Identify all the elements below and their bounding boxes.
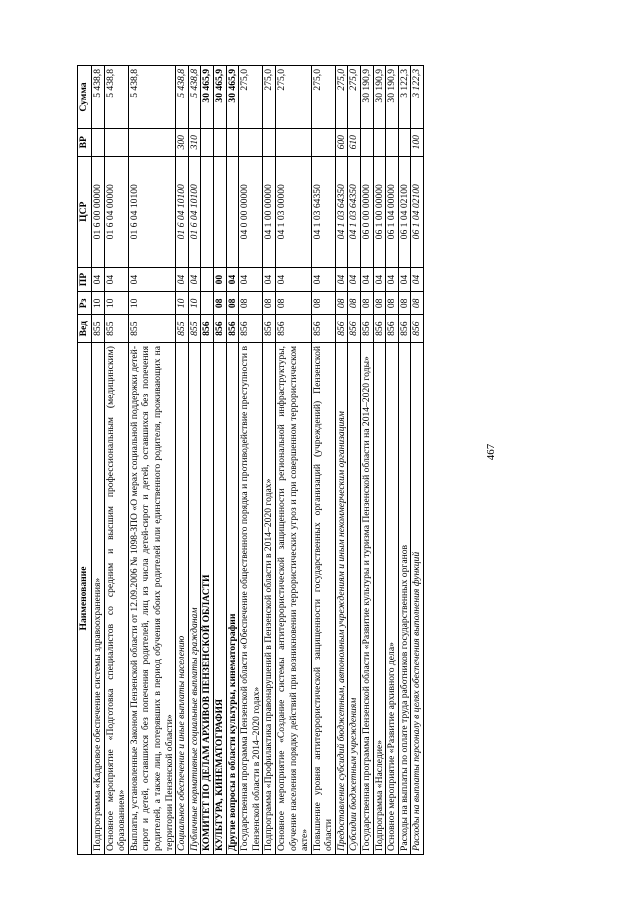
cell-csr: 04 1 03 64350 [311, 156, 335, 267]
cell-ved: 856 [239, 315, 263, 343]
cell-rz: 08 [226, 292, 239, 315]
cell-pr [201, 267, 214, 291]
cell-ved: 856 [411, 315, 424, 343]
header-csr: ЦСР [78, 156, 92, 267]
cell-rz: 08 [348, 292, 361, 315]
table-row [411, 66, 424, 855]
cell-pr: 04 [226, 267, 239, 291]
cell-sum: 275,0 [263, 66, 276, 129]
cell-name: Подпрограмма «Кадровое обеспечение системы здравоохранения» [92, 342, 105, 854]
cell-pr: 04 [263, 267, 276, 291]
cell-rz: 08 [361, 292, 374, 315]
cell-vr: 610 [348, 128, 361, 156]
cell-pr: 04 [275, 267, 311, 291]
cell-vr: 100 [411, 128, 424, 156]
table-row [104, 66, 128, 855]
cell-pr: 04 [348, 267, 361, 291]
cell-sum: 5 438,8 [104, 66, 128, 129]
cell-sum: 30 465,9 [226, 66, 239, 129]
table-body [92, 66, 424, 855]
budget-table [77, 65, 424, 855]
cell-name: Основное мероприятие «Создание системы антитеррористической защищенности региональной инфраструктуры, обучение населения порядку действий при возникновении террористических угроз и при совершенном террористическом акте» [275, 342, 311, 854]
cell-name: Социальное обеспечение и иные выплаты населению [176, 342, 189, 854]
cell-rz: 10 [176, 292, 189, 315]
table-row [275, 66, 311, 855]
cell-sum: 3 122,3 [411, 66, 424, 129]
cell-pr: 04 [386, 267, 399, 291]
cell-vr [311, 128, 335, 156]
cell-ved: 856 [201, 315, 214, 343]
cell-vr [239, 128, 263, 156]
cell-csr [201, 156, 214, 267]
cell-pr: 04 [176, 267, 189, 291]
cell-name: Субсидии бюджетным учреждениям [348, 342, 361, 854]
cell-vr [128, 128, 175, 156]
cell-name: Расходы на выплаты по оплате труда работников государственных органов [398, 342, 411, 854]
cell-name: Предоставление субсидий бюджетным, автономным учреждениям и иным некоммерческим организациям [335, 342, 348, 854]
cell-csr: 04 0 00 00000 [239, 156, 263, 267]
cell-csr: 01 6 04 10100 [176, 156, 189, 267]
cell-sum: 3 122,3 [398, 66, 411, 129]
cell-sum: 275,0 [348, 66, 361, 129]
cell-sum: 5 438,8 [188, 66, 201, 129]
cell-ved: 856 [275, 315, 311, 343]
cell-vr [226, 128, 239, 156]
cell-sum: 5 438,8 [176, 66, 189, 129]
cell-rz: 08 [213, 292, 226, 315]
cell-vr [373, 128, 386, 156]
header-ved: Вед [78, 315, 92, 343]
table-row [176, 66, 189, 855]
cell-rz: 10 [188, 292, 201, 315]
table-row [335, 66, 348, 855]
cell-sum: 275,0 [275, 66, 311, 129]
cell-rz: 08 [263, 292, 276, 315]
header-vr: ВР [78, 128, 92, 156]
cell-pr: 04 [128, 267, 175, 291]
cell-rz: 10 [92, 292, 105, 315]
cell-sum: 30 190,9 [386, 66, 399, 129]
header-sum: Сумма [78, 66, 92, 129]
cell-sum: 30 190,9 [373, 66, 386, 129]
cell-ved: 856 [348, 315, 361, 343]
cell-csr: 06 1 04 02100 [398, 156, 411, 267]
cell-name: Выплаты, установленные Законом Пензенской области от 12.09.2006 № 1098-ЗПО «О мерах социальной поддержки детей-сирот и детей, оставшихся без попечения родителей, лиц из числа детей-сирот и детей, оставшихся без попечения родителей, а также лиц, потерявших в период обучения обоих родителей или единственного родителя, проживающих на территории Пензенской области» [128, 342, 175, 854]
header-rz: Рз [78, 292, 92, 315]
cell-pr: 00 [213, 267, 226, 291]
table-row [386, 66, 399, 855]
cell-csr [226, 156, 239, 267]
cell-ved: 856 [373, 315, 386, 343]
table-row [373, 66, 386, 855]
cell-rz [201, 292, 214, 315]
cell-sum: 30 190,9 [361, 66, 374, 129]
table-row [263, 66, 276, 855]
cell-vr [263, 128, 276, 156]
cell-ved: 855 [104, 315, 128, 343]
cell-name: Государственная программа Пензенской области «Обеспечение общественного порядка и противодействие преступности в Пензенской области в 2014–2020 годах» [239, 342, 263, 854]
cell-vr [201, 128, 214, 156]
cell-rz: 08 [373, 292, 386, 315]
cell-pr: 04 [398, 267, 411, 291]
cell-rz: 10 [128, 292, 175, 315]
cell-vr [386, 128, 399, 156]
cell-csr: 04 1 03 64350 [335, 156, 348, 267]
cell-name: Повышение уровня антитеррористической защищенности государственных организаций (учреждений) Пензенской области [311, 342, 335, 854]
header-pr: ПР [78, 267, 92, 291]
cell-csr: 04 1 03 64350 [348, 156, 361, 267]
cell-name: Подпрограмма «Наследие» [373, 342, 386, 854]
cell-vr [361, 128, 374, 156]
table-row [239, 66, 263, 855]
cell-name: КОМИТЕТ ПО ДЕЛАМ АРХИВОВ ПЕНЗЕНСКОЙ ОБЛАСТИ [201, 342, 214, 854]
cell-name: Другие вопросы в области культуры, кинематографии [226, 342, 239, 854]
cell-rz: 08 [239, 292, 263, 315]
table-row [188, 66, 201, 855]
cell-ved: 855 [92, 315, 105, 343]
cell-sum: 5 438,8 [128, 66, 175, 129]
cell-csr: 06 0 00 00000 [361, 156, 374, 267]
cell-csr: 06 1 00 00000 [373, 156, 386, 267]
cell-csr: 01 6 04 00000 [104, 156, 128, 267]
cell-ved: 856 [335, 315, 348, 343]
cell-vr [92, 128, 105, 156]
table-row [92, 66, 105, 855]
table-row [398, 66, 411, 855]
table-row [226, 66, 239, 855]
table-header-row [78, 66, 92, 855]
cell-vr: 300 [176, 128, 189, 156]
cell-ved: 855 [128, 315, 175, 343]
table-row [128, 66, 175, 855]
cell-vr [213, 128, 226, 156]
cell-sum: 275,0 [239, 66, 263, 129]
cell-csr: 04 1 00 00000 [263, 156, 276, 267]
cell-name: КУЛЬТУРА, КИНЕМАТОГРАФИЯ [213, 342, 226, 854]
cell-csr: 06 1 04 02100 [411, 156, 424, 267]
cell-csr: 04 1 03 00000 [275, 156, 311, 267]
cell-pr: 04 [104, 267, 128, 291]
cell-rz: 08 [398, 292, 411, 315]
table-row [348, 66, 361, 855]
cell-ved: 856 [311, 315, 335, 343]
cell-csr: 01 6 04 10100 [188, 156, 201, 267]
cell-pr: 04 [311, 267, 335, 291]
cell-csr: 01 6 04 10100 [128, 156, 175, 267]
cell-rz: 08 [335, 292, 348, 315]
cell-vr [104, 128, 128, 156]
cell-pr: 04 [188, 267, 201, 291]
cell-name: Расходы на выплаты персоналу в целях обеспечения выполнения функций [411, 342, 424, 854]
table-row [361, 66, 374, 855]
cell-ved: 856 [361, 315, 374, 343]
cell-pr: 04 [361, 267, 374, 291]
rotated-page [77, 65, 564, 855]
page-number: 467 [485, 443, 497, 461]
cell-vr: 310 [188, 128, 201, 156]
cell-name: Основное мероприятие «Подготовка специалистов со средним и высшим профессиональным (медицинским) образованием» [104, 342, 128, 854]
cell-ved: 855 [188, 315, 201, 343]
cell-ved: 856 [263, 315, 276, 343]
cell-rz: 10 [104, 292, 128, 315]
cell-csr: 06 1 04 00000 [386, 156, 399, 267]
cell-rz: 08 [411, 292, 424, 315]
cell-sum: 275,0 [311, 66, 335, 129]
cell-ved: 856 [398, 315, 411, 343]
table-row [213, 66, 226, 855]
cell-vr [398, 128, 411, 156]
table-row [201, 66, 214, 855]
cell-pr: 04 [239, 267, 263, 291]
cell-pr: 04 [411, 267, 424, 291]
cell-vr [275, 128, 311, 156]
cell-csr [213, 156, 226, 267]
cell-rz: 08 [386, 292, 399, 315]
cell-sum: 5 438,8 [92, 66, 105, 129]
cell-pr: 04 [335, 267, 348, 291]
cell-rz: 08 [275, 292, 311, 315]
cell-csr: 01 6 00 00000 [92, 156, 105, 267]
cell-name: Государственная программа Пензенской области «Развитие культуры и туризма Пензенской области на 2014–2020 годы» [361, 342, 374, 854]
cell-name: Публичные нормативные социальные выплаты гражданам [188, 342, 201, 854]
cell-ved: 855 [176, 315, 189, 343]
cell-pr: 04 [92, 267, 105, 291]
cell-sum: 30 465,9 [201, 66, 214, 129]
cell-sum: 275,0 [335, 66, 348, 129]
cell-sum: 30 465,9 [213, 66, 226, 129]
header-name: Наименование [78, 342, 92, 854]
cell-ved: 856 [213, 315, 226, 343]
cell-name: Подпрограмма «Профилактика правонарушений в Пензенской области в 2014–2020 годах» [263, 342, 276, 854]
table-row [311, 66, 335, 855]
cell-rz: 08 [311, 292, 335, 315]
cell-ved: 856 [386, 315, 399, 343]
cell-name: Основное мероприятие «Развитие архивного дела» [386, 342, 399, 854]
cell-vr: 600 [335, 128, 348, 156]
cell-ved: 856 [226, 315, 239, 343]
cell-pr: 04 [373, 267, 386, 291]
